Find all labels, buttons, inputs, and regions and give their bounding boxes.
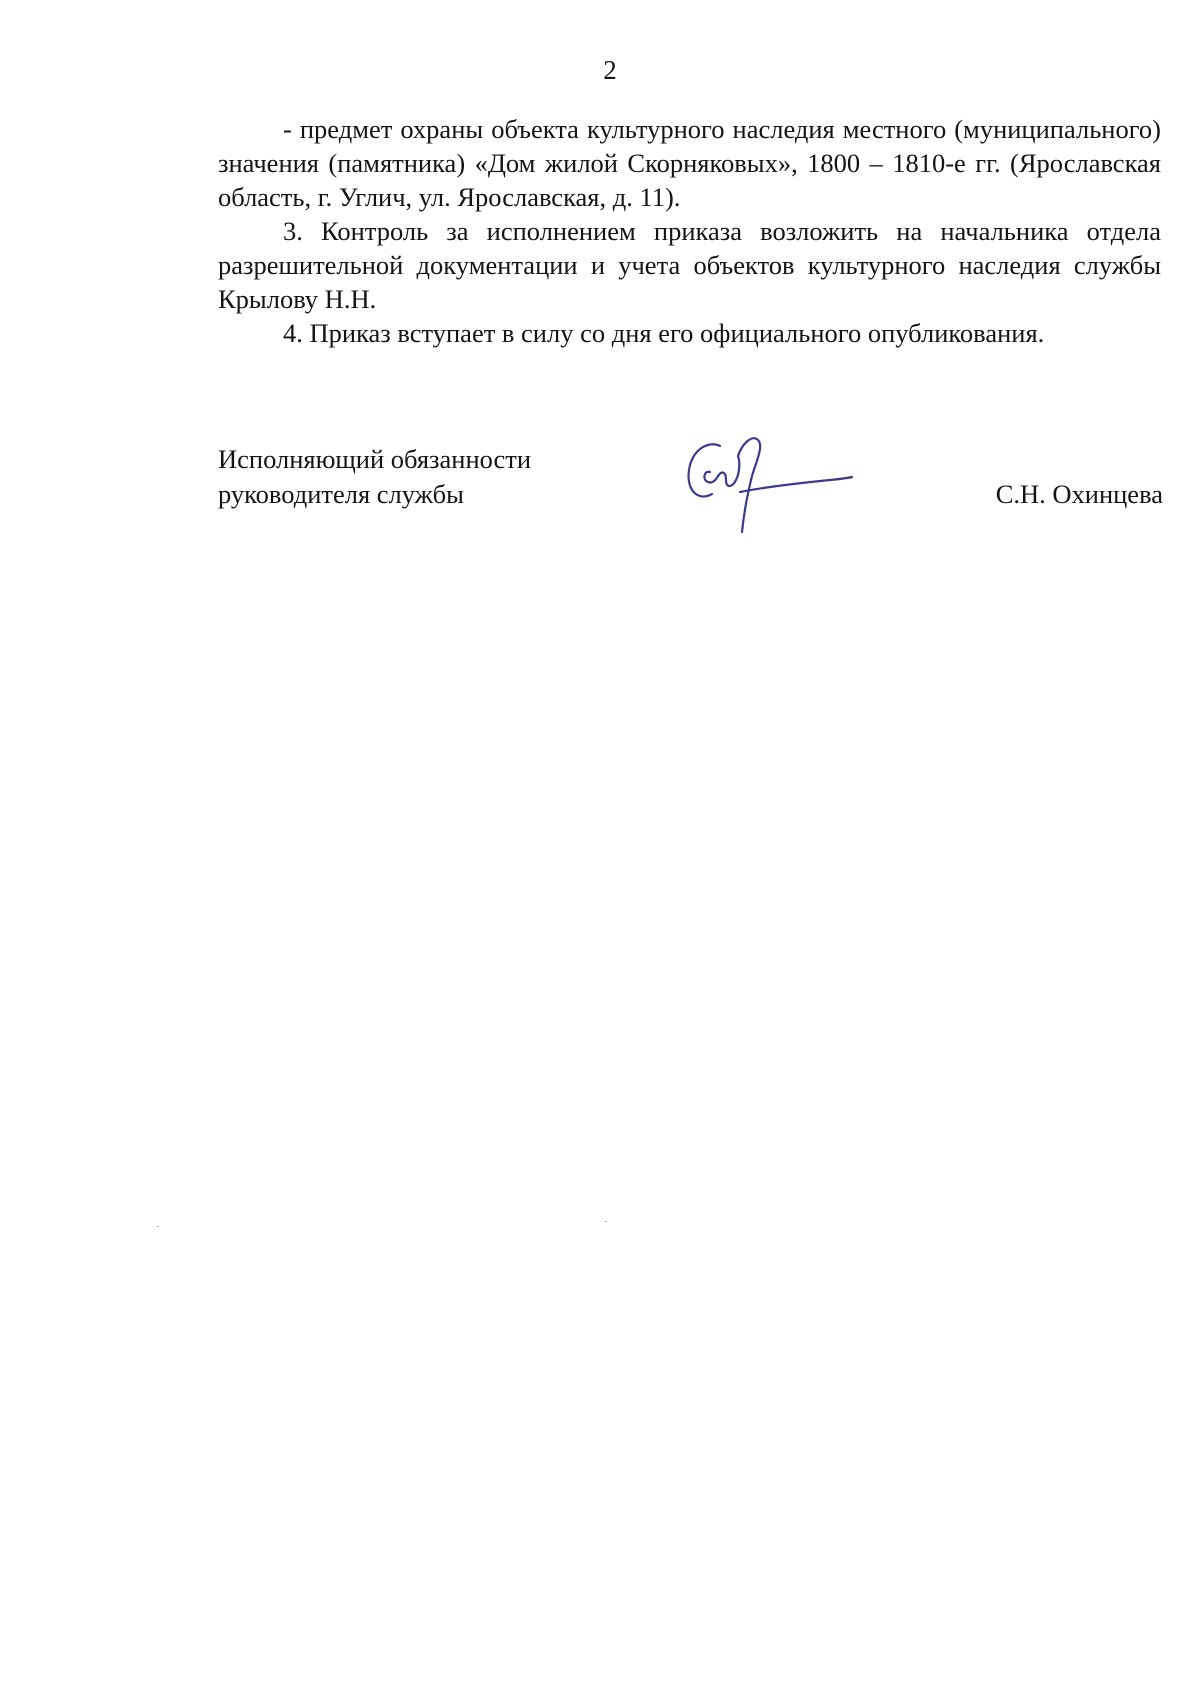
scan-speck xyxy=(157,1226,159,1227)
page-number: 2 xyxy=(603,55,617,85)
paragraph-protection-subject: - предмет охраны объекта культурного наследия местного (муниципального) значения (памятника) «Дом жилой Скорняковых», 1800 – 1810-е гг. (Ярославская область, г. Углич, ул. Ярославская, д. 11). xyxy=(218,114,1161,212)
paragraph-control: 3. Контроль за исполнением приказа возложить на начальника отдела разрешительной документации и учета объектов культурного наследия службы Крылову Н.Н. xyxy=(218,216,1161,314)
signatory-name: С.Н. Охинцева xyxy=(995,479,1163,509)
signatory-title xyxy=(218,442,531,512)
scan-speck xyxy=(605,1221,607,1222)
signatory-title-line-2: руководителя службы xyxy=(218,479,464,509)
document-body xyxy=(218,112,1161,350)
signatory-title-line-1: Исполняющий обязанности xyxy=(218,444,532,474)
paragraph-effective-date: 4. Приказ вступает в силу со дня его официального опубликования. xyxy=(283,318,1045,348)
signature-block xyxy=(218,442,1163,552)
handwritten-signature xyxy=(680,432,860,542)
